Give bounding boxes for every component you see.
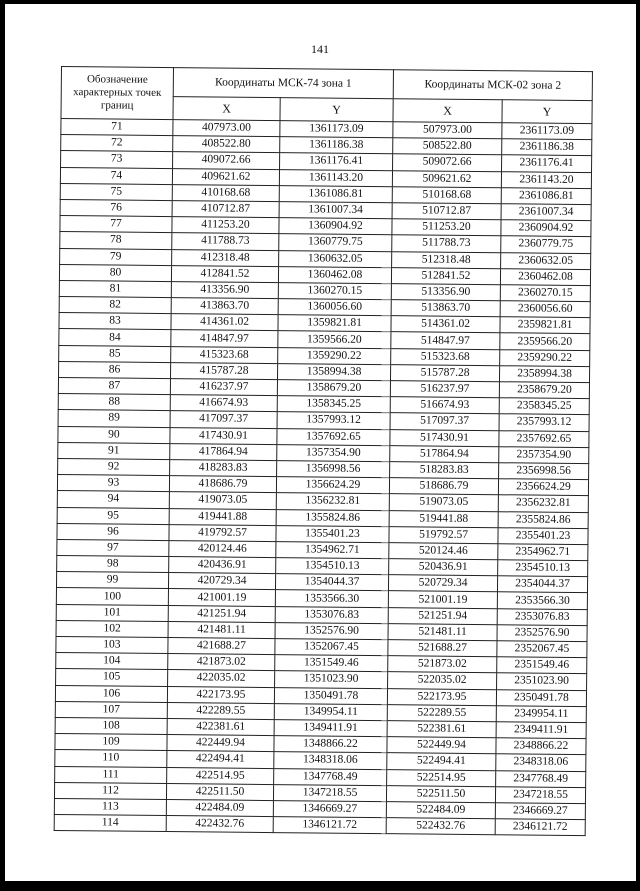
msk02-y-cell: 2361143.20 [501, 171, 591, 188]
point-id-cell: 78 [60, 232, 172, 249]
msk02-y-cell: 2358345.25 [499, 398, 589, 415]
msk74-x-cell: 421688.27 [168, 638, 275, 655]
msk74-x-cell: 413356.90 [171, 281, 278, 298]
msk74-y-cell: 1357354.90 [277, 444, 390, 461]
point-id-cell: 85 [59, 345, 171, 362]
msk02-x-cell: 508522.80 [393, 138, 502, 155]
msk74-x-cell: 415787.28 [171, 362, 278, 379]
msk02-y-cell: 2356624.29 [498, 479, 588, 496]
msk74-x-cell: 420436.91 [169, 557, 276, 574]
msk02-y-cell: 2347768.49 [496, 770, 586, 787]
msk02-x-cell: 521251.94 [388, 607, 497, 624]
msk74-x-cell: 421481.11 [168, 621, 275, 638]
msk74-x-cell: 419073.05 [169, 492, 276, 509]
msk74-y-cell: 1361173.09 [280, 121, 393, 138]
table-body [54, 119, 592, 836]
msk02-y-cell: 2361007.34 [501, 204, 591, 221]
msk02-x-cell: 511788.73 [392, 235, 501, 252]
point-id-cell: 83 [59, 313, 171, 330]
msk02-y-cell: 2360270.15 [500, 285, 590, 302]
msk02-y-cell: 2348318.06 [496, 754, 586, 771]
point-id-cell: 86 [59, 361, 171, 378]
msk74-y-cell: 1349954.11 [274, 703, 387, 720]
point-id-cell: 73 [61, 151, 173, 168]
msk74-x-cell: 418283.83 [170, 459, 277, 476]
msk74-x-cell: 421251.94 [168, 605, 275, 622]
point-id-cell: 109 [55, 734, 167, 751]
msk02-y-cell: 2355401.23 [498, 527, 588, 544]
msk74-x-cell: 409072.66 [173, 152, 280, 169]
msk02-y-cell: 2360056.60 [500, 301, 590, 318]
page-number: 141 [311, 42, 329, 56]
msk02-x-cell: 522494.41 [387, 753, 496, 770]
msk74-x-cell: 414361.02 [171, 314, 278, 331]
msk74-x-cell: 422449.94 [167, 735, 274, 752]
msk74-y-cell: 1354510.13 [276, 558, 389, 575]
msk74-y-header: Y [280, 98, 393, 122]
msk02-x-cell: 521688.27 [388, 640, 497, 657]
msk74-y-cell: 1361086.81 [279, 185, 392, 202]
msk02-y-cell: 2348866.22 [496, 738, 586, 755]
msk74-y-cell: 1361186.38 [280, 137, 393, 154]
msk02-x-cell: 522173.95 [387, 688, 496, 705]
msk02-x-cell: 522381.61 [387, 721, 496, 738]
msk74-y-cell: 1350491.78 [274, 687, 387, 704]
msk74-x-cell: 420729.34 [168, 573, 275, 590]
msk74-x-cell: 410168.68 [172, 184, 279, 201]
msk74-x-cell: 412841.52 [171, 265, 278, 282]
msk74-y-cell: 1361007.34 [279, 202, 392, 219]
point-id-cell: 97 [57, 539, 169, 556]
msk02-y-cell: 2356998.56 [499, 463, 589, 480]
msk74-x-cell: 422381.61 [167, 718, 274, 735]
msk02-x-cell: 519073.05 [389, 494, 498, 511]
point-id-cell: 89 [58, 410, 170, 427]
msk74-x-cell: 418686.79 [169, 476, 276, 493]
msk02-y-cell: 2359821.81 [500, 317, 590, 334]
msk74-y-cell: 1348318.06 [274, 752, 387, 769]
point-id-cell: 93 [57, 475, 169, 492]
msk74-y-cell: 1356624.29 [276, 477, 389, 494]
msk74-x-cell: 421001.19 [168, 589, 275, 606]
header-row-main [61, 67, 592, 101]
msk74-x-cell: 411788.73 [172, 233, 279, 250]
scan-border-left [0, 0, 5, 891]
msk02-x-cell: 510168.68 [392, 186, 501, 203]
msk74-x-cell: 408522.80 [173, 136, 280, 153]
msk02-x-cell: 522432.76 [386, 818, 495, 835]
msk02-x-cell: 514847.97 [391, 332, 500, 349]
msk74-y-cell: 1358679.20 [277, 380, 390, 397]
msk02-x-cell: 516674.93 [390, 397, 499, 414]
msk74-x-cell: 410712.87 [172, 201, 279, 218]
point-id-cell: 103 [56, 636, 168, 653]
msk74-y-cell: 1347218.55 [273, 784, 386, 801]
msk74-x-cell: 422511.50 [166, 783, 273, 800]
point-id-cell: 95 [57, 507, 169, 524]
msk74-y-cell: 1361143.20 [279, 169, 392, 186]
msk74-group-header: Координаты МСК-74 зона 1 [173, 68, 393, 99]
msk02-x-cell: 522449.94 [387, 737, 496, 754]
msk02-x-cell: 516237.97 [390, 381, 499, 398]
point-label-header: Обозначение характерных точек границ [61, 67, 173, 120]
msk02-x-cell: 517864.94 [390, 445, 499, 462]
msk02-y-cell: 2349411.91 [496, 722, 586, 739]
msk02-x-cell: 522511.50 [386, 785, 495, 802]
msk74-y-cell: 1360462.08 [278, 266, 391, 283]
msk02-y-cell: 2361186.38 [502, 139, 592, 156]
msk02-x-cell: 513863.70 [391, 300, 500, 317]
msk02-y-cell: 2360462.08 [500, 268, 590, 285]
point-id-cell: 79 [60, 248, 172, 265]
point-id-cell: 80 [59, 264, 171, 281]
msk02-y-cell: 2359290.22 [500, 349, 590, 366]
point-id-cell: 113 [54, 798, 166, 815]
msk74-x-cell: 411253.20 [172, 217, 279, 234]
msk02-x-cell: 509072.66 [393, 154, 502, 171]
msk74-y-cell: 1356232.81 [276, 493, 389, 510]
msk74-x-cell: 415323.68 [171, 346, 278, 363]
point-id-cell: 110 [55, 750, 167, 767]
msk02-x-cell: 513356.90 [391, 284, 500, 301]
msk74-y-cell: 1360632.05 [279, 250, 392, 267]
msk02-y-cell: 2351549.46 [497, 657, 587, 674]
msk74-x-cell: 417864.94 [170, 443, 277, 460]
msk74-x-cell: 422484.09 [166, 799, 273, 816]
msk02-x-cell: 522484.09 [386, 802, 495, 819]
msk02-x-cell: 509621.62 [392, 170, 501, 187]
msk74-y-cell: 1348866.22 [274, 736, 387, 753]
msk74-x-cell: 417430.91 [170, 427, 277, 444]
msk74-y-cell: 1357692.65 [277, 428, 390, 445]
point-id-cell: 91 [58, 442, 170, 459]
point-id-cell: 104 [56, 653, 168, 670]
msk02-y-cell: 2349954.11 [496, 705, 586, 722]
point-id-cell: 98 [57, 556, 169, 573]
msk02-y-cell: 2360779.75 [501, 236, 591, 253]
msk74-x-cell: 419792.57 [169, 524, 276, 541]
msk74-y-cell: 1354962.71 [276, 541, 389, 558]
coordinates-table [54, 66, 593, 836]
msk02-x-cell: 521873.02 [388, 656, 497, 673]
point-id-cell: 74 [60, 167, 172, 184]
msk02-x-cell: 522035.02 [388, 672, 497, 689]
msk74-y-cell: 1359566.20 [278, 331, 391, 348]
point-id-cell: 99 [56, 572, 168, 589]
msk74-y-cell: 1351549.46 [275, 655, 388, 672]
msk02-x-cell: 521481.11 [388, 623, 497, 640]
msk02-y-cell: 2347218.55 [495, 786, 585, 803]
msk02-y-cell: 2357993.12 [499, 414, 589, 431]
point-id-cell: 102 [56, 620, 168, 637]
point-id-cell: 111 [55, 766, 167, 783]
scan-border-bottom [0, 881, 640, 891]
point-id-cell: 101 [56, 604, 168, 621]
msk74-y-cell: 1349411.91 [274, 720, 387, 737]
msk02-x-cell: 515787.28 [391, 364, 500, 381]
msk02-x-cell: 519792.57 [389, 526, 498, 543]
msk74-y-cell: 1351023.90 [275, 671, 388, 688]
msk02-x-cell: 521001.19 [388, 591, 497, 608]
msk74-x-cell: 422514.95 [167, 767, 274, 784]
msk02-x-cell: 520729.34 [388, 575, 497, 592]
msk74-y-cell: 1355824.86 [276, 509, 389, 526]
msk74-y-cell: 1352067.45 [275, 639, 388, 656]
point-id-cell: 84 [59, 329, 171, 346]
msk02-y-cell: 2354510.13 [498, 560, 588, 577]
point-id-cell: 76 [60, 199, 172, 216]
scan-border-right [636, 0, 640, 891]
msk02-y-cell: 2357354.90 [499, 446, 589, 463]
msk74-y-cell: 1359290.22 [278, 347, 391, 364]
point-id-cell: 105 [56, 669, 168, 686]
msk74-x-cell: 420124.46 [169, 540, 276, 557]
msk02-y-cell: 2354044.37 [497, 576, 587, 593]
msk74-y-cell: 1358994.38 [277, 363, 390, 380]
point-id-cell: 112 [54, 782, 166, 799]
point-id-cell: 88 [58, 394, 170, 411]
msk74-y-cell: 1352576.90 [275, 622, 388, 639]
point-id-cell: 100 [56, 588, 168, 605]
msk74-x-cell: 413863.70 [171, 298, 278, 315]
coordinates-sheet [54, 66, 593, 836]
msk02-y-cell: 2358679.20 [499, 382, 589, 399]
msk74-y-cell: 1360779.75 [279, 234, 392, 251]
point-id-cell: 107 [55, 701, 167, 718]
msk74-y-cell: 1354044.37 [275, 574, 388, 591]
point-id-cell: 71 [61, 119, 173, 136]
msk02-x-cell: 514361.02 [391, 316, 500, 333]
msk74-x-cell: 409621.62 [172, 168, 279, 185]
msk02-y-cell: 2360904.92 [501, 220, 591, 237]
msk74-y-cell: 1346669.27 [273, 800, 386, 817]
msk02-y-cell: 2361176.41 [502, 155, 592, 172]
msk74-y-cell: 1358345.25 [277, 396, 390, 413]
msk02-x-cell: 512318.48 [392, 251, 501, 268]
msk02-y-cell: 2359566.20 [500, 333, 590, 350]
msk74-y-cell: 1360056.60 [278, 299, 391, 316]
msk74-y-cell: 1353566.30 [275, 590, 388, 607]
msk74-y-cell: 1346121.72 [273, 817, 386, 834]
msk74-y-cell: 1360904.92 [279, 218, 392, 235]
msk74-x-cell: 422289.55 [167, 702, 274, 719]
msk02-x-cell: 511253.20 [392, 219, 501, 236]
msk02-x-cell: 518686.79 [389, 478, 498, 495]
msk74-y-cell: 1355401.23 [276, 525, 389, 542]
msk74-y-cell: 1347768.49 [274, 768, 387, 785]
point-id-cell: 106 [55, 685, 167, 702]
msk02-x-cell: 520124.46 [389, 543, 498, 560]
msk02-x-cell: 518283.83 [390, 462, 499, 479]
msk74-x-cell: 422494.41 [167, 751, 274, 768]
point-id-cell: 114 [54, 815, 166, 832]
msk74-x-cell: 416674.93 [170, 395, 277, 412]
point-id-cell: 94 [57, 491, 169, 508]
msk02-y-cell: 2346669.27 [495, 803, 585, 820]
msk74-x-cell: 414847.97 [171, 330, 278, 347]
msk74-y-cell: 1360270.15 [278, 282, 391, 299]
msk02-x-cell: 520436.91 [389, 559, 498, 576]
point-id-cell: 77 [60, 216, 172, 233]
point-id-cell: 82 [59, 297, 171, 314]
msk74-y-cell: 1361176.41 [280, 153, 393, 170]
msk74-y-cell: 1359821.81 [278, 315, 391, 332]
msk02-y-cell: 2355824.86 [498, 511, 588, 528]
msk02-y-cell: 2361173.09 [502, 123, 592, 140]
msk74-y-cell: 1353076.83 [275, 606, 388, 623]
msk74-x-cell: 412318.48 [172, 249, 279, 266]
msk02-x-cell: 522289.55 [387, 704, 496, 721]
msk02-y-cell: 2361086.81 [501, 187, 591, 204]
point-id-cell: 87 [58, 377, 170, 394]
msk74-x-cell: 422035.02 [168, 670, 275, 687]
msk74-y-cell: 1356998.56 [277, 461, 390, 478]
msk74-x-cell: 416237.97 [170, 379, 277, 396]
msk02-group-header: Координаты МСК-02 зона 2 [393, 70, 592, 101]
msk02-y-cell: 2353076.83 [497, 608, 587, 625]
msk02-y-cell: 2356232.81 [498, 495, 588, 512]
point-id-cell: 72 [61, 135, 173, 152]
msk02-x-cell: 522514.95 [387, 769, 496, 786]
msk02-x-header: X [393, 99, 502, 123]
msk02-y-cell: 2353566.30 [497, 592, 587, 609]
point-id-cell: 81 [59, 280, 171, 297]
msk02-x-cell: 517097.37 [390, 413, 499, 430]
scan-border-top [0, 0, 640, 4]
msk02-y-cell: 2354962.71 [498, 544, 588, 561]
msk02-y-cell: 2350491.78 [496, 689, 586, 706]
msk02-x-cell: 510712.87 [392, 203, 501, 220]
msk02-y-cell: 2352576.90 [497, 625, 587, 642]
msk74-x-cell: 419441.88 [169, 508, 276, 525]
msk74-x-cell: 407973.00 [173, 120, 280, 137]
msk02-x-cell: 512841.52 [391, 267, 500, 284]
point-id-cell: 90 [58, 426, 170, 443]
msk02-y-cell: 2351023.90 [497, 673, 587, 690]
msk74-x-cell: 421873.02 [168, 654, 275, 671]
point-id-cell: 75 [60, 183, 172, 200]
msk74-x-cell: 422173.95 [167, 686, 274, 703]
point-id-cell: 108 [55, 717, 167, 734]
msk02-x-cell: 519441.88 [389, 510, 498, 527]
msk02-y-header: Y [502, 100, 592, 124]
msk74-y-cell: 1357993.12 [277, 412, 390, 429]
msk02-x-cell: 517430.91 [390, 429, 499, 446]
msk74-x-header: X [173, 97, 280, 121]
msk02-y-cell: 2357692.65 [499, 430, 589, 447]
msk02-y-cell: 2358994.38 [500, 366, 590, 383]
msk02-x-cell: 507973.00 [393, 122, 502, 139]
msk74-x-cell: 417097.37 [170, 411, 277, 428]
msk02-y-cell: 2346121.72 [495, 819, 585, 836]
msk74-x-cell: 422432.76 [166, 816, 273, 833]
msk02-y-cell: 2360632.05 [501, 252, 591, 269]
point-id-cell: 96 [57, 523, 169, 540]
point-id-cell: 92 [58, 458, 170, 475]
msk02-y-cell: 2352067.45 [497, 641, 587, 658]
table-header [61, 67, 593, 124]
msk02-x-cell: 515323.68 [391, 348, 500, 365]
